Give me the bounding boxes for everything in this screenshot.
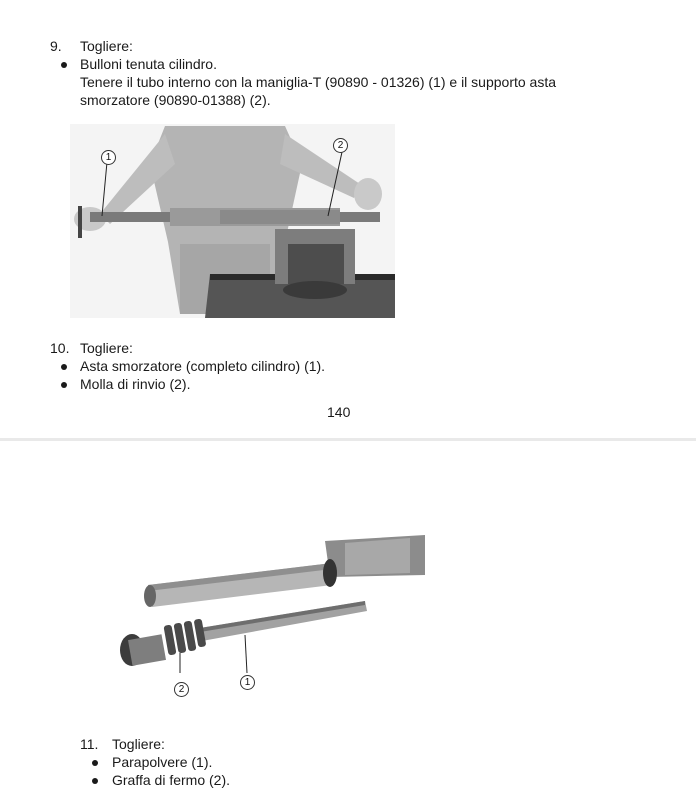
photo-figure-1 [70, 124, 395, 318]
bullet-icon [61, 364, 67, 370]
bullet-text: Bulloni tenuta cilindro. [80, 56, 217, 72]
list-item: Molla di rinvio (2). [80, 376, 191, 392]
damper-rod-photo [110, 533, 430, 683]
callout-1: 1 [240, 675, 255, 690]
list-item: Asta smorzatore (completo cilindro) (1). [80, 358, 326, 374]
step-title: Togliere: [80, 38, 133, 54]
paragraph-line: Tenere il tubo interno con la maniglia-T (90890 - 01326) (1) e il supporto asta [80, 74, 557, 90]
list-item: Parapolvere (1). [112, 754, 213, 770]
callout-2: 2 [333, 138, 348, 153]
paragraph-line: smorzatore (90890-01388) (2). [80, 92, 271, 108]
callout-1: 1 [101, 150, 116, 165]
step-number: 9. [50, 38, 62, 54]
step-number: 10. [50, 340, 70, 356]
step-title: Togliere: [112, 736, 165, 752]
list-item: Graffa di fermo (2). [112, 772, 231, 788]
bullet-icon [92, 778, 98, 784]
callout-2: 2 [174, 682, 189, 697]
fork-disassembly-photo [70, 124, 395, 318]
photo-figure-2 [110, 533, 430, 683]
bullet-icon [61, 62, 67, 68]
step-number: 11. [80, 736, 99, 752]
page-number: 140 [327, 404, 351, 420]
bullet-icon [92, 760, 98, 766]
page-divider [0, 438, 696, 441]
step-title: Togliere: [80, 340, 133, 356]
bullet-icon [61, 382, 67, 388]
